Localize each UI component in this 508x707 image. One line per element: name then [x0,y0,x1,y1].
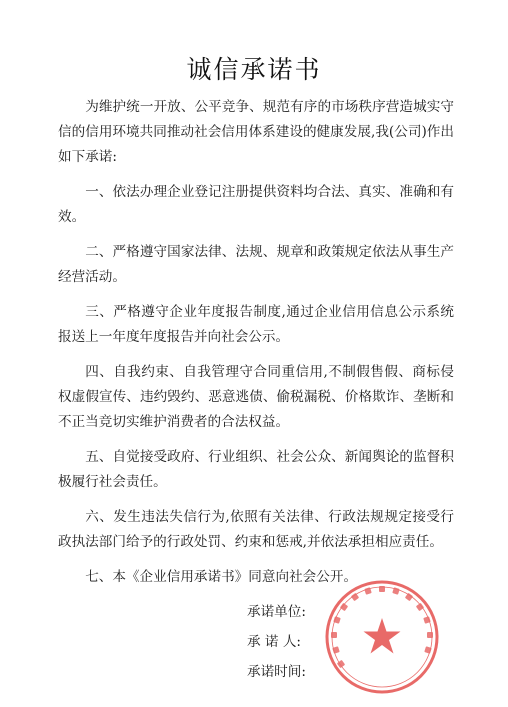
commitment-item-4: 四、自我约束、自我管理守合同重信用,不制假售假、商标侵权虚假宣传、违约毁约、恶意逃债、偷税漏税、价格欺诈、垄断和不正当竞切实维护消费者的合法权益。 [58,364,454,430]
commitment-item-2: 二、严格遵守国家法律、法规、规章和政策规定依法从事生产经营活动。 [58,244,454,285]
company-seal-stamp [323,578,441,696]
seal-star-icon [364,618,401,654]
commitment-item-7: 七、本《企业信用承诺书》同意向社会公开。 [85,569,358,585]
signature-unit-label: 承诺单位: [247,604,306,620]
commitment-item-3: 三、严格遵守企业年度报告制度,通过企业信用信息公示系统报送上一年度年度报告并向社会公示。 [58,304,454,345]
document-body [58,95,454,590]
signature-time-label: 承诺时间: [247,664,306,680]
signature-person-label: 承 诺 人: [247,634,302,650]
intro-paragraph: 为维护统一开放、公平竞争、规范有序的市场秩序营造城实守信的信用环境共同推动社会信用体系建设的健康发展,我(公司)作出如下承诺: [58,99,454,165]
commitment-item-5: 五、自觉接受政府、行业组织、社会公众、新闻舆论的监督积极履行社会责任。 [58,449,454,490]
document-title: 诚信承诺书 [186,55,322,84]
commitment-item-6: 六、发生违法失信行为,依照有关法律、行政法规规定接受行政执法部门给予的行政处罚、约束和惩戒,并依法承担相应责任。 [58,509,454,550]
commitment-item-1: 一、依法办理企业登记注册提供资料均合法、真实、准确和有效。 [58,184,454,225]
